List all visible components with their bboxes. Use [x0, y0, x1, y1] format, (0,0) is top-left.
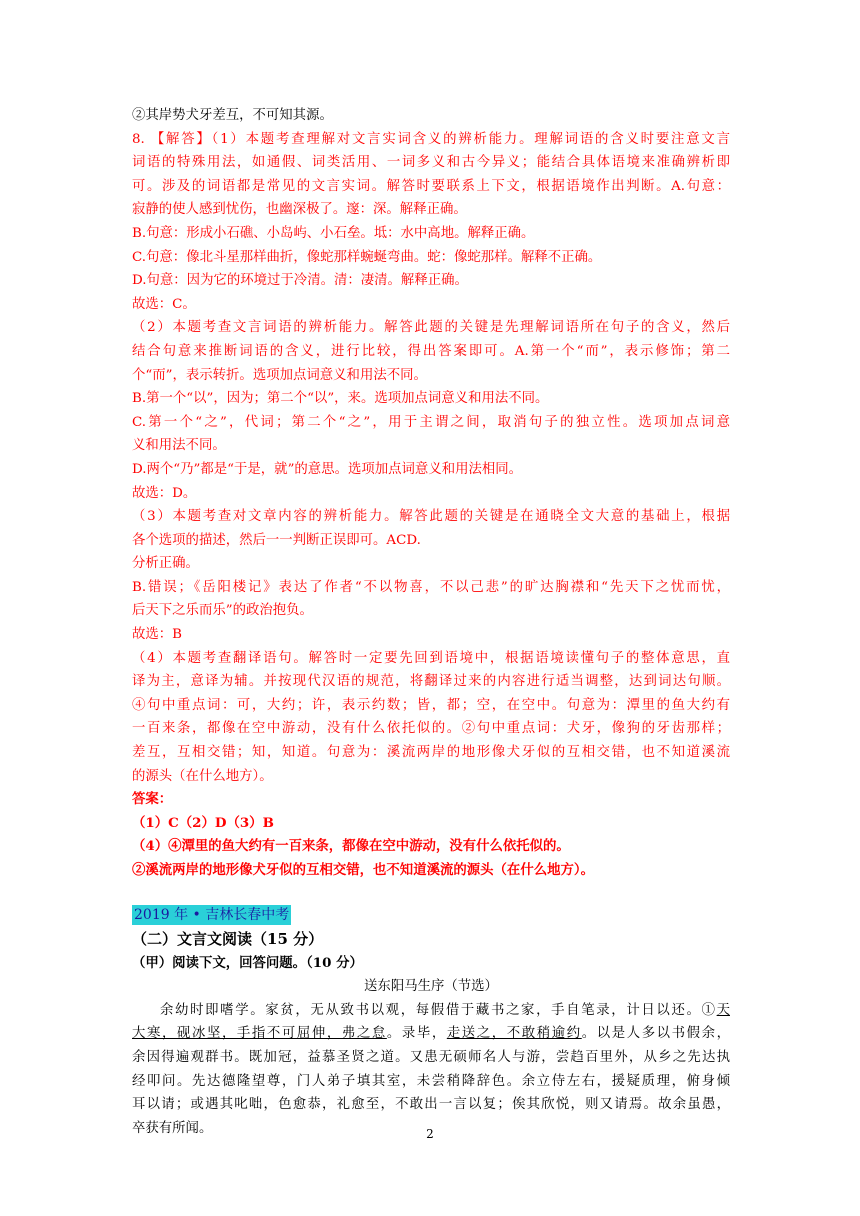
explanation-line: ④句中重点词：可，大约；许，表示约数；皆，都；空，在空中。句意为：潭里的鱼大约有 [132, 697, 730, 713]
explanation-line: 结合句意来推断词语的含义，进行比较，得出答案即可。A.第一个“而”，表示修饰；第二 [132, 343, 730, 359]
passage-line-4: 经叩问。先达德隆望尊，门人弟子填其室，未尝稍降辞色。余立侍左右，援疑质理，俯身倾 [132, 1073, 730, 1089]
explanation-line: 分析正确。 [132, 556, 199, 572]
passage-line-5: 耳以请；或遇其叱咄，色愈恭，礼愈至，不敢出一言以复；俟其欣悦，则又请焉。故余虽愚， [132, 1097, 730, 1113]
section-heading: （二）文言文阅读（15 分） [132, 929, 324, 948]
answer-explanation [132, 128, 730, 789]
explanation-line: D.两个“乃”都是“于是，就”的意思。选项加点词意义和用法相同。 [132, 461, 523, 477]
answer-line-3: ②溪流两岸的地形像犬牙似的互相交错，也不知道溪流的源头（在什么地方）。 [132, 862, 594, 878]
explanation-line: （2）本题考查文言词语的辨析能力。解答此题的关键是先理解词语所在句子的含义，然后 [132, 320, 730, 336]
explanation-line: 译为主，意译为辅。并按现代汉语的规范，将翻译过来的内容进行适当调整，达到词达句顺。 [132, 674, 730, 690]
page-number: 2 [426, 1127, 434, 1141]
explanation-line: 后天下之乐而乐”的政治抱负。 [132, 603, 313, 619]
explanation-line: C.第一个“之”，代词；第二个“之”，用于主谓之间，取消句子的独立性。选项加点词意 [132, 414, 730, 430]
answer-top-line: ②其岸势犬牙差互，不可知其源。 [132, 108, 333, 123]
explanation-line: （4）本题考查翻译语句。解答时一定要先回到语境中，根据语境读懂句子的整体意思，直 [132, 650, 730, 666]
explanation-line: 的源头（在什么地方）。 [132, 768, 273, 784]
explanation-line: B.句意：形成小石礁、小岛屿、小石垒。坻：水中高地。解释正确。 [132, 225, 535, 241]
explanation-line: 可。涉及的词语都是常见的文言实词。解答时要联系上下文，根据语境作出判断。A.句意： [132, 178, 730, 194]
passage-line-6: 卒获有所闻。 [132, 1120, 213, 1136]
explanation-line: 故选：D。 [132, 485, 197, 501]
underlined-phrase: 走送之，不敢稍逾约 [446, 1026, 582, 1042]
explanation-line: 差互，互相交错；知，知道。句意为：溪流两岸的地形像犬牙似的互相交错，也不知道溪流 [132, 745, 730, 761]
answer-line-2: （4）④潭里的鱼大约有一百来条，都像在空中游动，没有什么依托似的。 [132, 838, 570, 855]
passage-line-2: 大寒，砚冰坚，手指不可屈伸，弗之怠。录毕，走送之，不敢稍逾约。以是人多以书假余， [132, 1026, 730, 1042]
explanation-line: 故选：B [132, 627, 183, 643]
explanation-line: 词语的特殊用法，如通假、词类活用、一词多义和古今异义；能结合具体语境来准确辨析即 [132, 155, 730, 171]
underlined-sentence-1-cont: 大寒，砚冰坚，手指不可屈伸，弗之怠 [132, 1026, 387, 1042]
passage-title: 送东阳马生序（节选） [364, 979, 498, 995]
exam-source-tag: 2019 年 • 吉林长春中考 [134, 906, 290, 923]
passage-line-1: 余幼时即嗜学。家贫，无从致书以观，每假借于藏书之家，手自笔录，计日以还。①天 [160, 1002, 730, 1018]
explanation-line: 一百来条，都像在空中游动，没有什么依托似的。②句中重点词：犬牙，像狗的牙齿那样； [132, 721, 730, 737]
explanation-line: D.句意：因为它的环境过于冷清。清：凄清。解释正确。 [132, 273, 468, 289]
explanation-line: （3）本题考查对文章内容的辨析能力。解答此题的关键是在通晓全文大意的基础上，根据 [132, 509, 730, 525]
underlined-sentence-1: 天 [716, 1002, 730, 1018]
explanation-line: 寂静的使人感到忧伤，也幽深极了。邃：深。解释正确。 [132, 202, 467, 218]
answer-line-1: （1）C（2）D（3）B [132, 814, 274, 831]
answer-label: 答案： [132, 791, 173, 808]
explanation-line: B.错误；《岳阳楼记》表达了作者“不以物喜，不以己悲”的旷达胸襟和“先天下之忧而忧， [132, 579, 730, 595]
explanation-line: 故选：C。 [132, 296, 196, 312]
explanation-line: 8. 【解答】（1）本题考查理解对文言实词含义的辨析能力。理解词语的含义时要注意文言 [132, 131, 730, 147]
page-content [132, 104, 730, 1140]
sub-heading: （甲）阅读下文，回答问题。（10 分） [132, 954, 363, 971]
explanation-line: 个“而”，表示转折。选项加点词意义和用法不同。 [132, 367, 427, 383]
explanation-line: 各个选项的描述，然后一一判断正误即可。ACD. [132, 532, 421, 548]
explanation-line: B.第一个“以”，因为；第二个“以”，来。选项加点词意义和用法不同。 [132, 391, 549, 407]
explanation-line: 义和用法不同。 [132, 438, 226, 454]
passage-line-3: 余因得遍观群书。既加冠，益慕圣贤之道。又患无硕师名人与游，尝趋百里外，从乡之先达执 [132, 1049, 730, 1065]
explanation-line: C.句意：像北斗星那样曲折，像蛇那样蜿蜒弯曲。蛇：像蛇那样。解释不正确。 [132, 249, 602, 265]
